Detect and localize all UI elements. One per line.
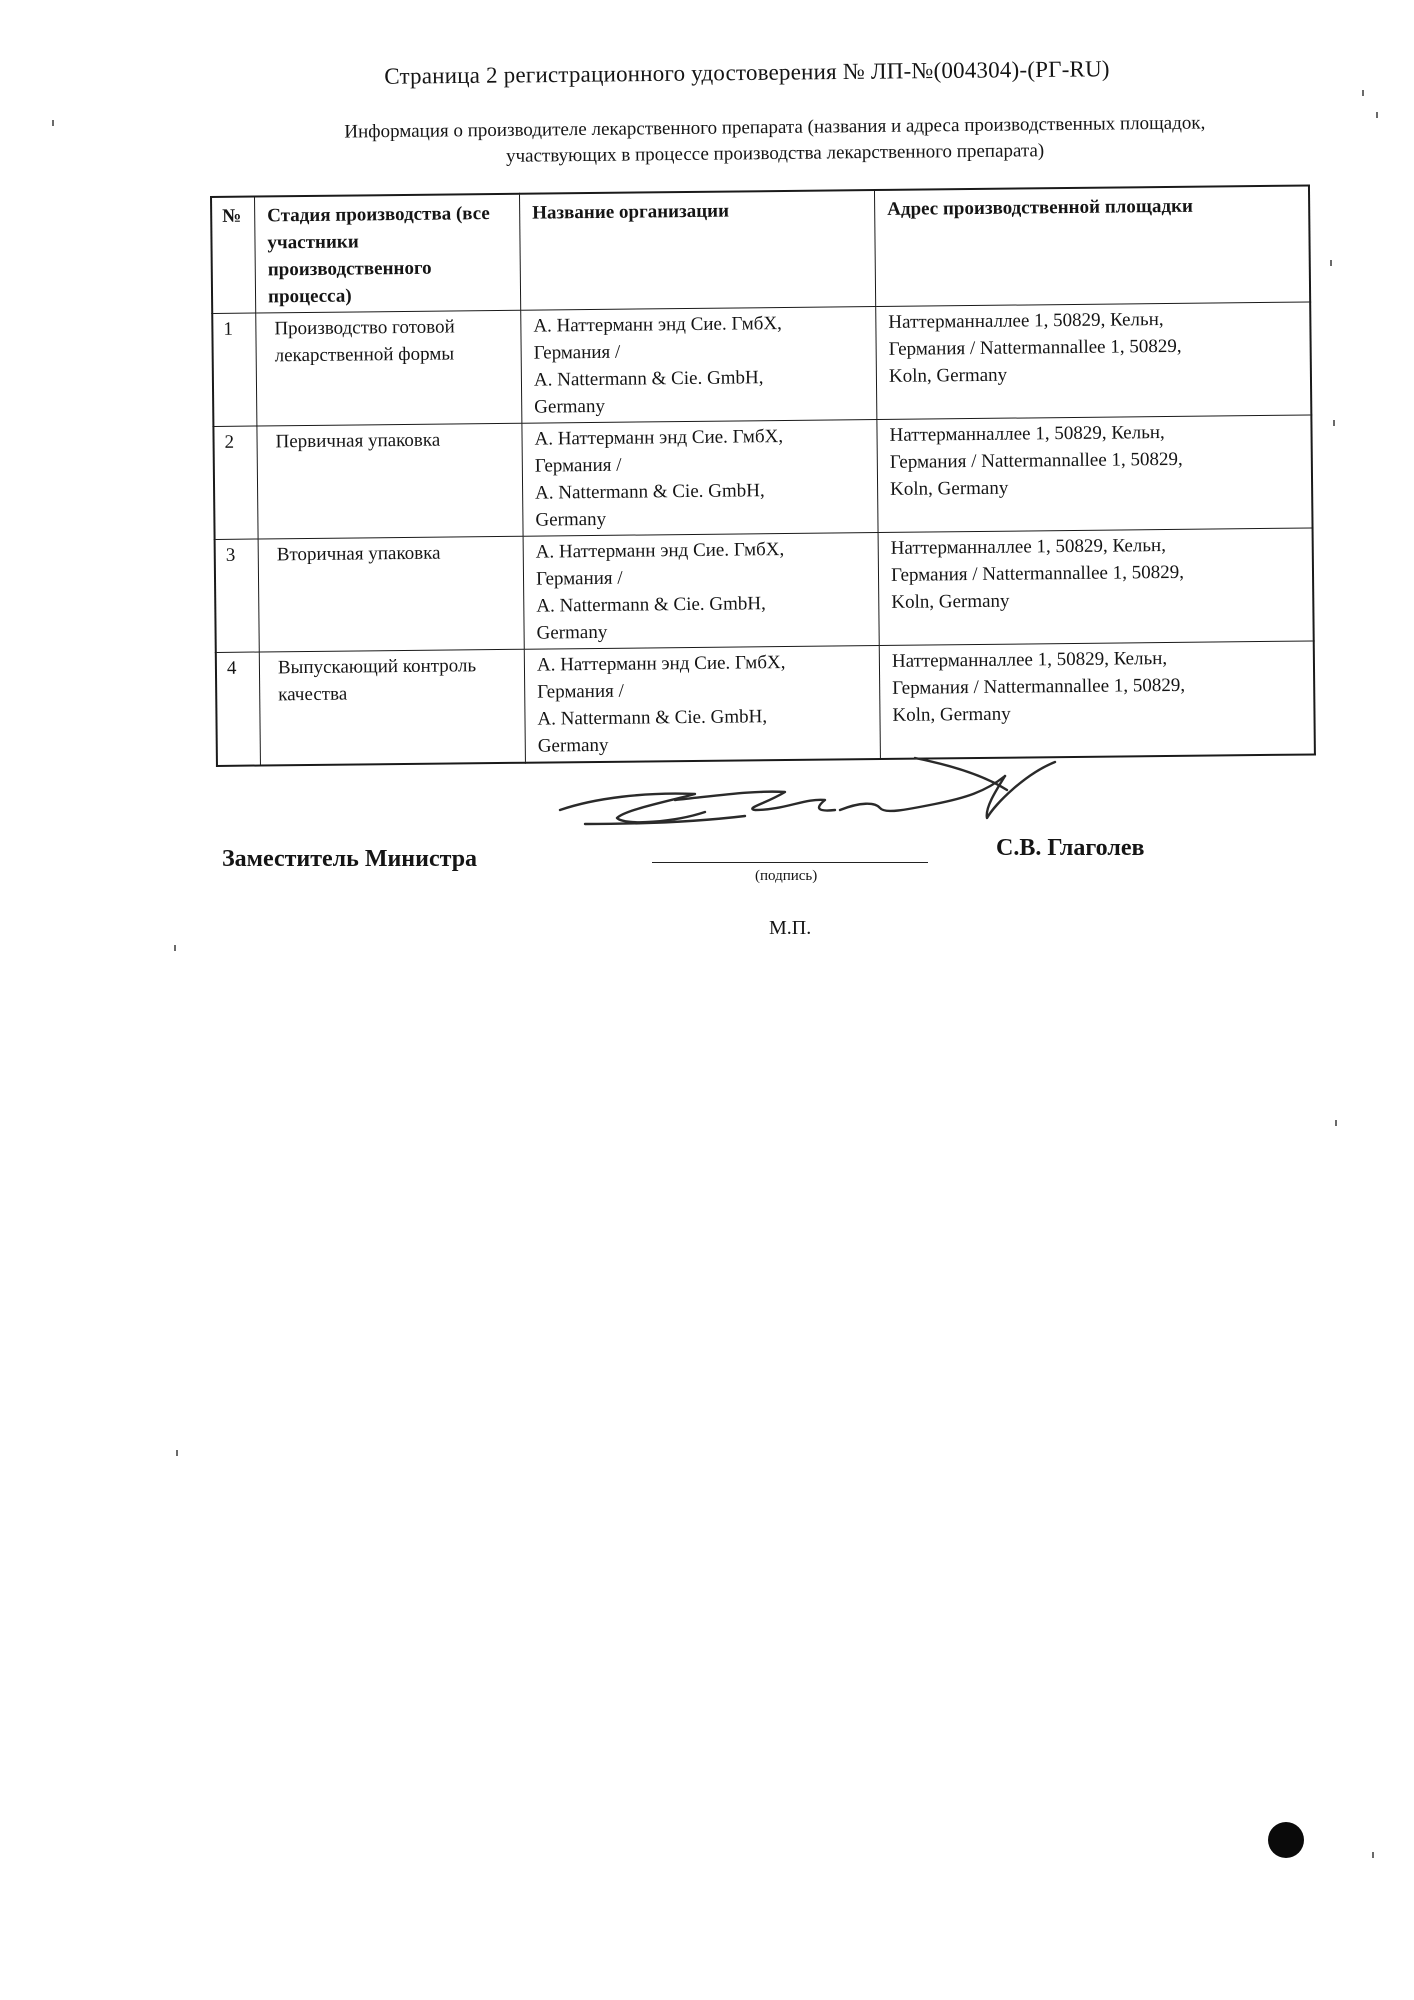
subtitle-line: участвующих в процессе производства лекарственного препарата): [505, 140, 1045, 167]
seal-mark: М.П.: [769, 917, 812, 939]
address-line: Наттерманналлее 1, 50829, Кельн,: [888, 309, 1164, 333]
row-num: 4: [216, 652, 261, 766]
address-line: Германия / Nattermannallee 1, 50829,: [890, 561, 1185, 586]
header-stage: Стадия производства (все участники производственного процесса): [255, 194, 521, 313]
row-address: [879, 641, 1315, 759]
org-line: A. Nattermann & Cie. GmbH,: [535, 480, 765, 504]
scan-speck: [1372, 1852, 1374, 1858]
scan-artifact-dot: [1268, 1822, 1304, 1858]
row-address: [878, 528, 1314, 646]
header-organization: Название организации: [519, 190, 875, 310]
manufacturer-table-wrap: [210, 184, 1316, 766]
signature-line: [652, 862, 928, 863]
org-line: А. Наттерманн энд Сие. ГмбХ,: [533, 313, 782, 337]
signatory-role: Заместитель Министра: [222, 846, 478, 872]
scan-speck: [1330, 260, 1332, 266]
address-line: Германия / Nattermannallee 1, 50829,: [888, 335, 1182, 360]
row-organization: [523, 533, 879, 650]
row-stage: Первичная упаковка: [257, 423, 523, 539]
org-line: Германия /: [533, 341, 621, 364]
scan-speck: [52, 120, 54, 126]
scan-speck: [1333, 420, 1335, 426]
scan-speck: [1335, 1120, 1337, 1126]
address-line: Германия / Nattermannallee 1, 50829,: [889, 448, 1183, 473]
scan-speck: [1376, 112, 1378, 118]
address-line: Наттерманналлее 1, 50829, Кельн,: [891, 648, 1168, 672]
address-line: Koln, Germany: [892, 703, 1011, 726]
signatory-name: С.В. Глаголев: [996, 835, 1145, 861]
scan-speck: [174, 945, 176, 951]
org-line: Германия /: [535, 567, 623, 590]
address-line: Наттерманналлее 1, 50829, Кельн,: [889, 422, 1165, 446]
row-address: [876, 302, 1312, 420]
row-num: 2: [213, 426, 258, 539]
scan-speck: [176, 1450, 178, 1456]
org-line: А. Наттерманн энд Сие. ГмбХ,: [534, 426, 784, 450]
row-stage: Вторичная упаковка: [258, 536, 524, 652]
signature-caption: (подпись): [755, 868, 818, 884]
header-address: Адрес производственной площадки: [874, 185, 1310, 306]
org-line: A. Nattermann & Cie. GmbH,: [537, 706, 768, 730]
row-organization: [521, 307, 877, 424]
address-line: Koln, Germany: [889, 477, 1009, 500]
org-line: Germany: [535, 508, 607, 531]
org-line: Germany: [534, 395, 606, 418]
org-line: A. Nattermann & Cie. GmbH,: [536, 593, 766, 617]
org-line: A. Nattermann & Cie. GmbH,: [533, 367, 764, 391]
page-title: Страница 2 регистрационного удостоверения № ЛП-№(004304)-(РГ-RU): [384, 56, 1110, 89]
address-line: Koln, Germany: [891, 590, 1010, 613]
org-line: А. Наттерманн энд Сие. ГмбХ,: [536, 652, 786, 676]
address-line: Koln, Germany: [888, 364, 1008, 387]
row-num: 1: [212, 313, 257, 426]
row-num: 3: [215, 539, 260, 652]
table-row: [212, 302, 1311, 426]
org-line: Германия /: [534, 454, 622, 477]
subtitle: [215, 109, 1335, 173]
manufacturer-table: [210, 184, 1316, 766]
table-row: [216, 641, 1315, 766]
table-header-row: [211, 185, 1310, 313]
row-organization: [522, 420, 878, 537]
org-line: Германия /: [537, 680, 624, 703]
header-num: №: [211, 197, 256, 314]
address-line: Наттерманналлее 1, 50829, Кельн,: [890, 535, 1167, 559]
org-line: Germany: [536, 621, 608, 644]
table-row: [215, 528, 1314, 652]
address-line: Германия / Nattermannallee 1, 50829,: [892, 674, 1186, 699]
row-stage: Выпускающий контроль качества: [259, 649, 525, 765]
subtitle-line: Информация о производителе лекарственного препарата (названия и адреса производственных площадок,: [344, 112, 1206, 143]
handwritten-signature: [555, 752, 1065, 862]
org-line: А. Наттерманн энд Сие. ГмбХ,: [535, 539, 785, 563]
table-row: [213, 415, 1312, 539]
row-stage: Производство готовой лекарственной формы: [256, 310, 522, 426]
org-line: Germany: [537, 734, 609, 757]
row-organization: [524, 646, 880, 763]
row-address: [877, 415, 1313, 533]
scan-speck: [1362, 90, 1364, 96]
